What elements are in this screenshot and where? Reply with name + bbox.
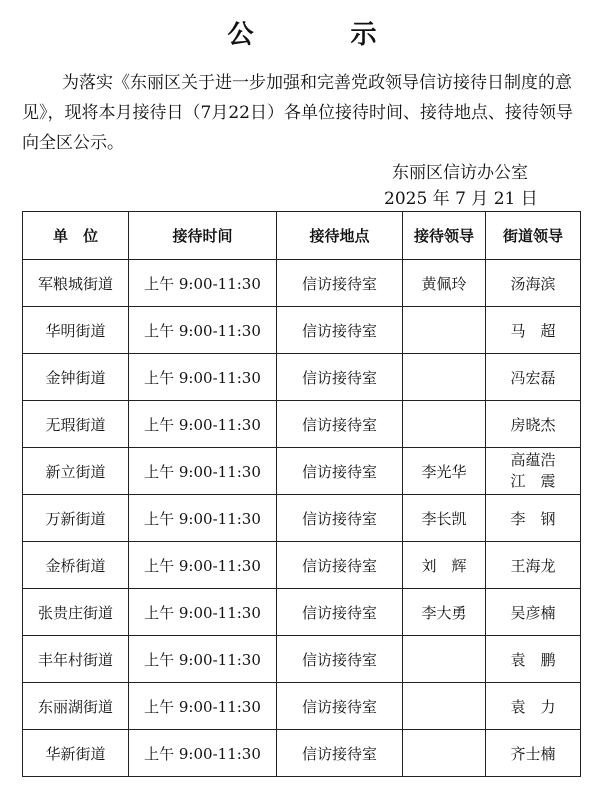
table-header-row: [23, 212, 581, 260]
time-cell: 上午 9:00-11:30: [129, 401, 277, 448]
street-leader-name: 房晓杰: [510, 415, 556, 434]
street-leader-name: 汤海滨: [510, 274, 556, 293]
time-cell: 上午 9:00-11:30: [129, 354, 277, 401]
place-cell: 信访接待室: [277, 589, 403, 636]
street-leader-cell: [486, 730, 581, 777]
leader-cell: [403, 730, 486, 777]
unit-cell: 华新街道: [23, 730, 129, 777]
street-leader-cell: [486, 683, 581, 730]
leader-cell: [403, 307, 486, 354]
street-leader-name: 王海龙: [510, 556, 556, 575]
intro-paragraph: 为落实《东丽区关于进一步加强和完善党政领导信访接待日制度的意见》，现将本月接待日（7月22日）各单位接待时间、接待地点、接待领导向全区公示。: [22, 73, 573, 153]
table-row: [23, 401, 581, 448]
place-cell: 信访接待室: [277, 683, 403, 730]
street-leader-name: 江 震: [510, 472, 556, 490]
document-title: 公 示: [227, 20, 421, 50]
street-leader-cell: [486, 448, 581, 495]
issue-date: 2025 年 7 月 21 日: [384, 189, 538, 209]
place-cell: 信访接待室: [277, 730, 403, 777]
table-row: [23, 260, 581, 307]
leader-cell: [403, 401, 486, 448]
street-leader-name: 袁 力: [510, 697, 556, 716]
table-body: [23, 260, 581, 777]
time-cell: 上午 9:00-11:30: [129, 307, 277, 354]
street-leader-cell: [486, 260, 581, 307]
table-row: [23, 589, 581, 636]
place-cell: 信访接待室: [277, 636, 403, 683]
time-cell: 上午 9:00-11:30: [129, 448, 277, 495]
time-cell: 上午 9:00-11:30: [129, 589, 277, 636]
time-cell: 上午 9:00-11:30: [129, 636, 277, 683]
unit-cell: 华明街道: [23, 307, 129, 354]
unit-cell: 张贵庄街道: [23, 589, 129, 636]
street-leader-name: 齐士楠: [510, 744, 556, 763]
unit-cell: 军粮城街道: [23, 260, 129, 307]
table-row: [23, 307, 581, 354]
place-cell: 信访接待室: [277, 401, 403, 448]
header-place: 接待地点: [277, 212, 403, 260]
leader-cell: 李大勇: [403, 589, 486, 636]
place-cell: 信访接待室: [277, 354, 403, 401]
time-cell: 上午 9:00-11:30: [129, 683, 277, 730]
unit-cell: 东丽湖街道: [23, 683, 129, 730]
street-leader-name: 高蕴浩: [510, 451, 556, 469]
unit-cell: 无瑕街道: [23, 401, 129, 448]
time-cell: 上午 9:00-11:30: [129, 730, 277, 777]
unit-cell: 金桥街道: [23, 542, 129, 589]
unit-cell: 万新街道: [23, 495, 129, 542]
issuer-name: 东丽区信访办公室: [392, 163, 528, 183]
place-cell: 信访接待室: [277, 448, 403, 495]
street-leader-cell: [486, 307, 581, 354]
table-row: [23, 448, 581, 495]
table-row: [23, 683, 581, 730]
header-time: 接待时间: [129, 212, 277, 260]
leader-cell: [403, 354, 486, 401]
leader-cell: 黄佩玲: [403, 260, 486, 307]
table-row: [23, 636, 581, 683]
reception-schedule-table: [22, 211, 581, 777]
place-cell: 信访接待室: [277, 495, 403, 542]
leader-cell: [403, 636, 486, 683]
street-leader-name: 吴彦楠: [510, 603, 556, 622]
table-row: [23, 354, 581, 401]
header-unit: 单 位: [23, 212, 129, 260]
unit-cell: 新立街道: [23, 448, 129, 495]
time-cell: 上午 9:00-11:30: [129, 260, 277, 307]
street-leader-name: 袁 鹏: [510, 650, 556, 669]
street-leader-name: 冯宏磊: [510, 368, 556, 387]
table-row: [23, 542, 581, 589]
place-cell: 信访接待室: [277, 307, 403, 354]
street-leader-cell: [486, 636, 581, 683]
unit-cell: 丰年村街道: [23, 636, 129, 683]
leader-cell: 李长凯: [403, 495, 486, 542]
place-cell: 信访接待室: [277, 542, 403, 589]
street-leader-cell: [486, 354, 581, 401]
table-row: [23, 495, 581, 542]
street-leader-cell: [486, 542, 581, 589]
street-leader-cell: [486, 495, 581, 542]
leader-cell: 李光华: [403, 448, 486, 495]
table-row: [23, 730, 581, 777]
header-leader: 接待领导: [403, 212, 486, 260]
street-leader-cell: [486, 401, 581, 448]
street-leader-cell: [486, 589, 581, 636]
street-leader-name: 李 钢: [510, 509, 556, 528]
street-leader-name: 马 超: [510, 321, 556, 340]
header-street-leader: 街道领导: [486, 212, 581, 260]
unit-cell: 金钟街道: [23, 354, 129, 401]
time-cell: 上午 9:00-11:30: [129, 542, 277, 589]
leader-cell: [403, 683, 486, 730]
time-cell: 上午 9:00-11:30: [129, 495, 277, 542]
leader-cell: 刘 辉: [403, 542, 486, 589]
place-cell: 信访接待室: [277, 260, 403, 307]
